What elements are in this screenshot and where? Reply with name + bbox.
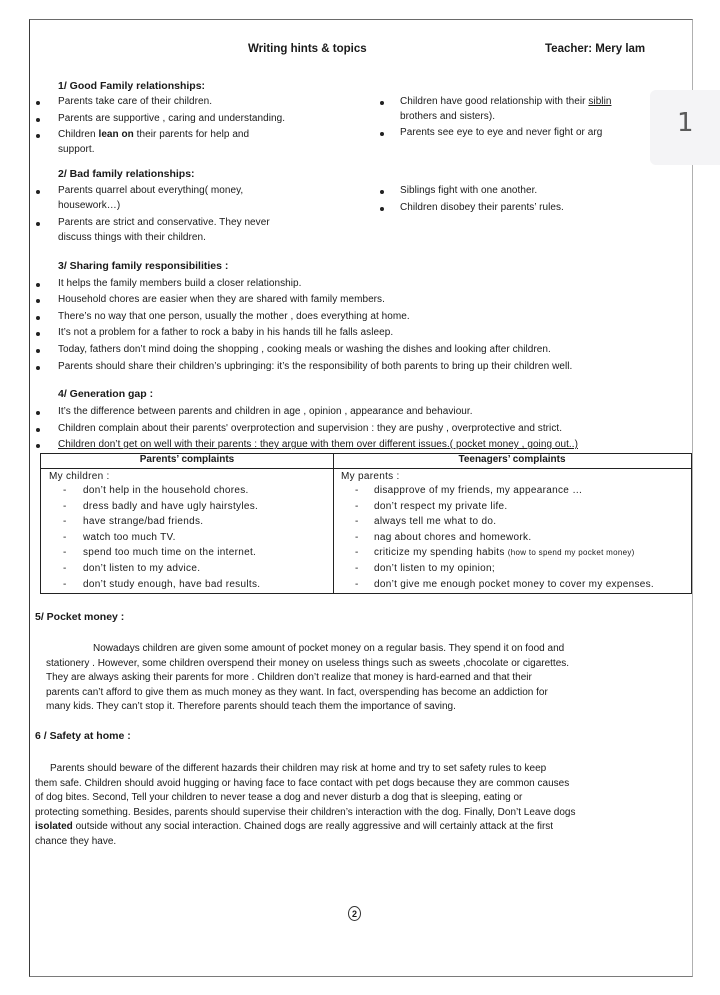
table-cell-teen-complaint: don’t listen to my opinion;: [374, 563, 495, 574]
page-indicator-number: 1: [677, 108, 694, 138]
table-header-teenagers: Teenagers’ complaints: [458, 454, 566, 465]
paragraph-line: They are always asking their parents for more . Children don’t realize that money is hard-earned and that their: [46, 672, 532, 683]
bullet-icon: [36, 316, 40, 320]
table-cell-parent-complaint: don’t listen to my advice.: [83, 563, 201, 574]
dash-icon: -: [355, 563, 359, 574]
page-indicator-badge[interactable]: [650, 90, 720, 165]
list-item: Parents take care of their children.: [58, 96, 213, 107]
paragraph-line: Nowadays children are given some amount of pocket money on a regular basis. They spend it on food and: [93, 643, 565, 654]
paragraph-line: them safe. Children should avoid hugging or having face to face contact with pet dogs because they are common causes: [35, 778, 570, 789]
bullet-icon: [380, 101, 384, 105]
text-segment: Children have good relationship with their: [400, 96, 589, 107]
table-cell-parent-complaint: have strange/bad friends.: [83, 516, 204, 528]
bullet-icon: [36, 332, 40, 336]
table-cell-teen-complaint: don’t give me enough pocket money to cover my expenses.: [374, 578, 654, 590]
dash-icon: -: [355, 531, 359, 543]
document-title: Writing hints & topics: [248, 43, 367, 55]
list-item: Children don’t get on well with their parents : they argue with them over different issues.( pocket money , going out..): [58, 439, 578, 450]
dash-icon: -: [355, 485, 359, 496]
table-cell-teen-complaint: nag about chores and homework.: [374, 531, 532, 543]
paragraph-line: Parents should beware of the different hazards their children may risk at home and try to set safety rules to keep: [50, 763, 547, 774]
list-item: Children disobey their parents’ rules.: [400, 202, 564, 213]
complaints-table: [40, 453, 692, 594]
bullet-icon: [380, 190, 384, 194]
parenthetical-note: (how to spend my pocket money): [507, 548, 635, 558]
list-item: [58, 129, 249, 140]
page-number: 2: [348, 906, 361, 921]
section-heading-safety-at-home: 6 / Safety at home :: [35, 730, 131, 742]
table-cell-teen-complaint: always tell me what to do.: [374, 516, 497, 528]
list-item-continuation: brothers and sisters).: [400, 111, 496, 122]
bullet-icon: [36, 101, 40, 105]
text-segment: outside without any social interaction. Chained dogs are really aggressive and will certainly attack at the first: [72, 821, 554, 832]
table-cell-parent-complaint: don’t help in the household chores.: [83, 485, 249, 496]
bullet-icon: [36, 283, 40, 287]
table-column-divider: [333, 454, 334, 593]
paragraph-line: of dog bites. Second, Tell your children to never tease a dog and never disturb a dog that is sleeping, eating or: [35, 792, 523, 803]
dash-icon: -: [355, 547, 359, 559]
section-heading-pocket-money: 5/ Pocket money :: [35, 611, 125, 623]
teacher-name: Teacher: Mery lam: [545, 43, 646, 55]
bullet-icon: [380, 132, 384, 136]
list-item: Parents should share their children’s upbringing: it’s the responsibility of both parents to bring up their children well.: [58, 361, 573, 372]
list-item-continuation: support.: [58, 144, 95, 155]
list-item: Children complain about their parents' overprotection and supervision : they are pushy , overprotective and strict.: [58, 423, 563, 434]
table-cell-parent-complaint: dress badly and have ugly hairstyles.: [83, 500, 259, 512]
section-heading-sharing-responsibilities: 3/ Sharing family responsibilities :: [58, 260, 229, 272]
dash-icon: -: [355, 516, 359, 528]
dash-icon: -: [63, 578, 67, 590]
dash-icon: -: [355, 500, 359, 512]
list-item: It’s the difference between parents and children in age , opinion , appearance and behaviour.: [58, 406, 473, 417]
list-item-continuation: discuss things with their children.: [58, 232, 206, 243]
list-item: It’s not a problem for a father to rock a baby in his hands till he falls asleep.: [58, 327, 394, 338]
dash-icon: -: [63, 531, 67, 543]
table-cell-parent-complaint: spend too much time on the internet.: [83, 547, 257, 559]
list-item: There’s no way that one person, usually the mother , does everything at home.: [58, 311, 410, 322]
paragraph-line: protecting something. Besides, parents should supervise their children’s interaction with the dog. Finally, Don’t Leave dogs: [35, 807, 576, 818]
bullet-icon: [36, 428, 40, 432]
section-heading-bad-relationships: 2/ Bad family relationships:: [58, 168, 195, 180]
bullet-icon: [36, 222, 40, 226]
table-cell-teen-complaint: don’t respect my private life.: [374, 500, 508, 512]
list-item: Household chores are easier when they are shared with family members.: [58, 294, 385, 305]
dash-icon: -: [355, 578, 359, 590]
list-item: Parents see eye to eye and never fight or arg: [400, 127, 603, 138]
bullet-icon: [36, 190, 40, 194]
text-segment: criticize my spending habits: [374, 547, 505, 559]
dash-icon: -: [63, 516, 67, 528]
bullet-icon: [36, 134, 40, 138]
bullet-icon: [36, 366, 40, 370]
table-cell-teen-complaint: disapprove of my friends, my appearance …: [374, 485, 583, 496]
dash-icon: -: [63, 500, 67, 512]
dash-icon: -: [63, 485, 67, 496]
bullet-icon: [36, 444, 40, 448]
list-item: Parents are supportive , caring and understanding.: [58, 113, 286, 124]
list-item: [400, 96, 611, 107]
section-heading-good-relationships: 1/ Good Family relationships:: [58, 80, 206, 92]
bold-keyword: isolated: [35, 821, 73, 832]
bullet-icon: [36, 299, 40, 303]
bullet-icon: [36, 349, 40, 353]
paragraph-line: chance they have.: [35, 836, 117, 847]
bullet-icon: [36, 118, 40, 122]
paragraph-line: [35, 820, 553, 834]
paragraph-line: many kids. They can’t stop it. Therefore parents should teach them the importance of saving.: [46, 701, 456, 712]
text-segment: their parents for help and: [133, 129, 250, 140]
section-heading-generation-gap: 4/ Generation gap :: [58, 388, 154, 400]
paragraph-line: stationery . However, some children overspend their money on useless things such as sweets ,chocolate or cigarettes.: [46, 658, 570, 669]
list-item: Siblings fight with one another.: [400, 185, 538, 196]
list-item: It helps the family members build a closer relationship.: [58, 278, 302, 289]
table-header-divider: [41, 468, 691, 469]
table-cell-teen-complaint: [374, 547, 635, 558]
list-item: Today, fathers don’t mind doing the shopping , cooking meals or washing the dishes and looking after children.: [58, 344, 551, 355]
bullet-icon: [36, 411, 40, 415]
list-item-continuation: housework…): [58, 200, 121, 211]
dash-icon: -: [63, 547, 67, 559]
table-cell-intro: My children :: [49, 471, 110, 482]
underlined-word: siblin: [588, 96, 612, 107]
list-item: Parents quarrel about everything( money,: [58, 185, 244, 196]
bullet-icon: [380, 207, 384, 211]
text-segment: Children: [58, 129, 99, 140]
bold-keyword: lean on: [98, 129, 134, 140]
table-cell-parent-complaint: watch too much TV.: [83, 531, 176, 543]
table-header-parents: Parents’ complaints: [139, 454, 235, 465]
paragraph-line: parents can’t afford to give them as much money as they want. In fact, overspending has become an addiction for: [46, 687, 548, 698]
table-cell-parent-complaint: don’t study enough, have bad results.: [83, 578, 261, 590]
list-item: Parents are strict and conservative. They never: [58, 217, 270, 228]
dash-icon: -: [63, 563, 67, 574]
table-cell-intro: My parents :: [341, 471, 400, 482]
